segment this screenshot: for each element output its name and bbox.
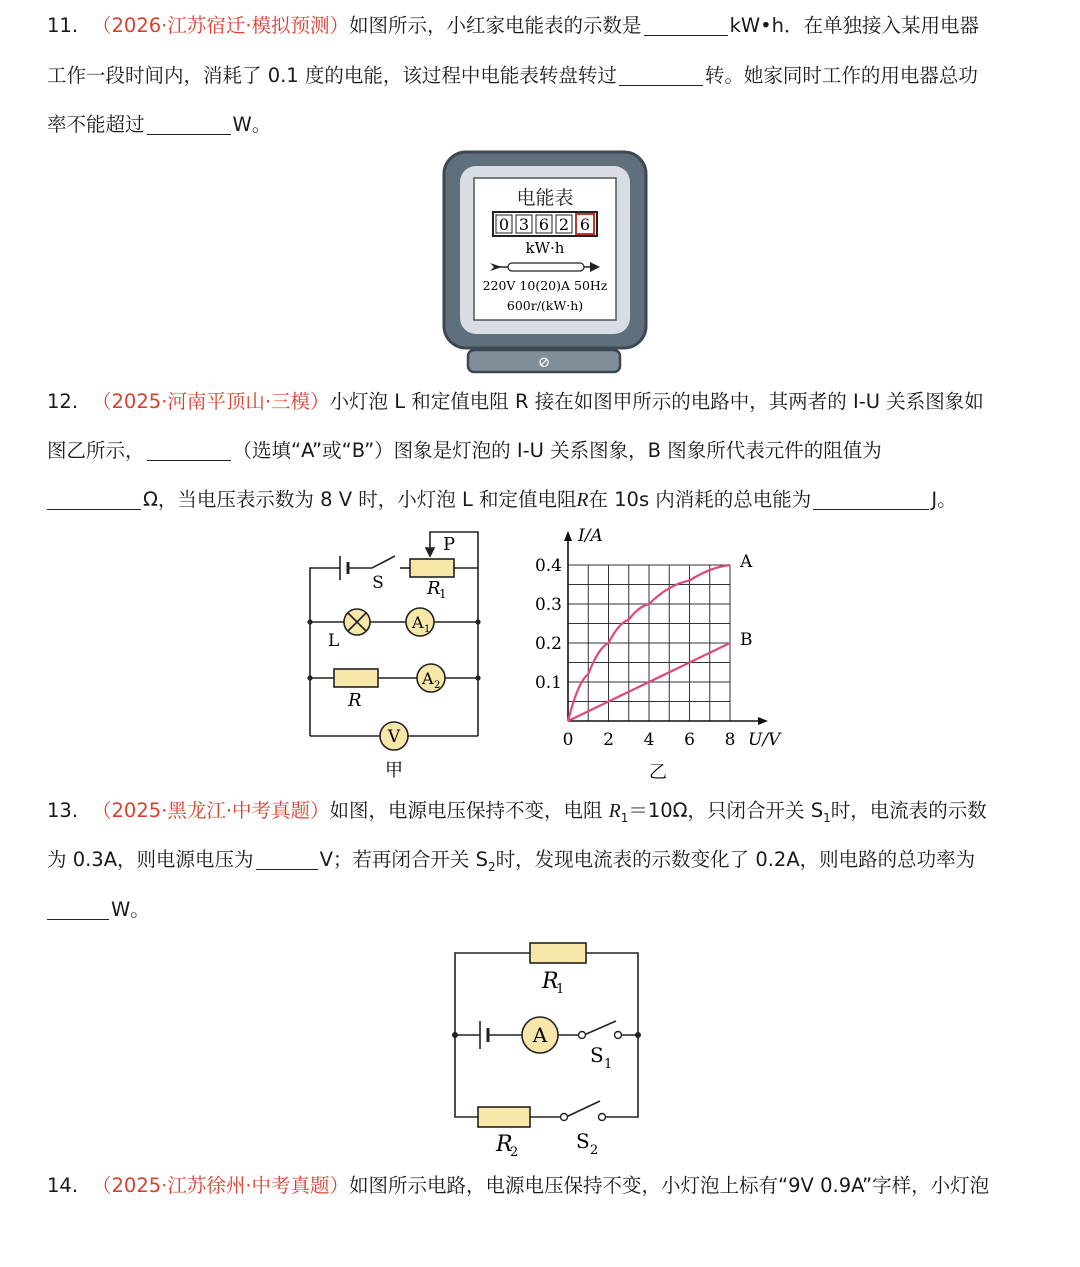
ammeter-a2-label: A: [422, 669, 434, 688]
y-tick-label: 0.2: [534, 634, 562, 654]
q12-text: 小灯泡 L 和定值电阻 R 接在如图甲所示的电路中，其两者的 I-U 关系图象如: [329, 390, 984, 413]
q11-text: kW•h．在单独接入某用电器: [729, 14, 979, 37]
q13-line-3: [47, 896, 150, 924]
q12-text: 在 10s 内消耗的总电能为: [588, 488, 812, 511]
y-tick-label: 0.4: [534, 556, 562, 576]
q11-line-3: [47, 111, 271, 139]
electric-meter-figure: [440, 150, 655, 378]
q12-text: （选填“A”或“B”）图象是灯泡的 I-U 关系图象，B 图象所代表元件的阻值为: [232, 439, 882, 462]
r1-sub: 1: [556, 982, 565, 997]
q12-text: Ω，当电压表示数为 8 V 时，小灯泡 L 和定值电阻: [143, 488, 577, 511]
q12-line-3: [47, 486, 957, 515]
lamp-l-label: L: [328, 631, 340, 651]
q13-line-2: [47, 846, 975, 881]
ammeter-a1-sub: 1: [424, 624, 431, 635]
y-axis-arrow-icon: [564, 531, 572, 541]
x-axis-label: U/V: [748, 730, 781, 750]
meter-digit-red: 6: [579, 215, 591, 234]
x-tick-label: 0: [562, 730, 574, 750]
q12-text: 图乙所示，: [47, 439, 145, 462]
q13-text: ＝10Ω，只闭合开关 S: [628, 799, 824, 822]
meter-digit: 6: [538, 215, 550, 234]
q14-source: （2025·江苏徐州·中考真题）: [92, 1174, 350, 1197]
q12-blank-1[interactable]: [147, 440, 231, 461]
ammeter-a1-label: A: [412, 613, 424, 632]
q11-text: 转。她家同时工作的用电器总功: [704, 64, 978, 87]
r1-label: R: [542, 969, 559, 994]
q13-s-sub: 2: [487, 859, 496, 874]
graph-axes: [564, 531, 768, 725]
q11-source: （2026·江苏宿迁·模拟预测）: [92, 14, 350, 37]
q13-s-sub: 1: [823, 810, 831, 825]
s2-label: S: [576, 1129, 590, 1153]
resistor-r-label: R: [348, 690, 362, 711]
ammeter-label: A: [532, 1023, 548, 1047]
series-label-A: A: [740, 552, 753, 572]
q12-blank-3[interactable]: [813, 489, 929, 510]
r2-label: R: [496, 1132, 513, 1157]
q12-text: J。: [931, 488, 957, 511]
x-tick-label: 4: [643, 730, 655, 750]
q11-text: 如图所示，小红家电能表的示数是: [349, 14, 642, 37]
q14-number: 14.: [47, 1174, 79, 1197]
circuit-q13-figure: [440, 935, 650, 1160]
q13-number: 13.: [47, 799, 79, 822]
figure-jia-caption: 甲: [385, 760, 403, 781]
series-label-B: B: [740, 630, 753, 650]
s1-label: S: [590, 1043, 604, 1067]
switch-s-label: S: [372, 573, 384, 593]
y-axis-label: I/A: [578, 526, 603, 546]
x-tick-label: 8: [724, 730, 736, 750]
q12-number: 12.: [47, 390, 79, 413]
voltmeter-v-label: V: [387, 727, 401, 747]
x-axis-arrow-icon: [758, 717, 768, 725]
q11-number: 11.: [47, 14, 79, 37]
graph-labels: [535, 526, 782, 750]
meter-knob-icon: ⊘: [537, 353, 551, 371]
meter-spec-2: 600r/(kW·h): [506, 298, 584, 313]
q12-line-1: [47, 388, 984, 416]
q13-blank-2[interactable]: [47, 899, 109, 920]
s2-sub: 2: [590, 1143, 599, 1158]
q12-blank-2[interactable]: [47, 489, 141, 510]
q11-text: 工作一段时间内，消耗了 0.1 度的电能，该过程中电能表转盘转过: [47, 64, 617, 87]
q14-text: 如图所示电路，电源电压保持不变，小灯泡上标有“9V 0.9A”字样，小灯泡: [349, 1174, 990, 1197]
q13-r-sub: 1: [620, 810, 629, 825]
graph-grid: [568, 565, 730, 721]
q11-blank-1[interactable]: [644, 15, 728, 36]
q11-line-1: [47, 12, 979, 40]
q13-text: 为 0.3A，则电源电压为: [47, 848, 254, 871]
q11-blank-3[interactable]: [147, 114, 231, 135]
q13-text: V；若再闭合开关 S: [319, 848, 488, 871]
q12-r-symbol: R: [576, 490, 589, 511]
q12-line-2: [47, 437, 882, 465]
q13-text: 时，电流表的示数: [830, 799, 987, 822]
q13-blank-1[interactable]: [256, 849, 318, 870]
x-tick-label: 6: [684, 730, 695, 750]
q11-text: W。: [232, 113, 272, 136]
rheostat-r1-sub: 1: [439, 587, 447, 601]
meter-title: 电能表: [516, 187, 574, 209]
meter-digit: 2: [558, 215, 570, 234]
y-tick-label: 0.1: [534, 673, 562, 693]
meter-spec-1: 220V 10(20)A 50Hz: [482, 278, 608, 293]
s1-sub: 1: [604, 1057, 613, 1072]
meter-digit: 0: [498, 215, 510, 234]
q12-source: （2025·河南平顶山·三模）: [92, 390, 330, 413]
q13-line-1: [47, 797, 987, 832]
rheostat-r1-label: R: [427, 578, 441, 599]
q11-text: 率不能超过: [47, 113, 145, 136]
meter-digits: [493, 212, 597, 236]
figure-yi-caption: 乙: [649, 762, 667, 783]
q13-r-symbol: R: [608, 801, 621, 822]
q13-source: （2025·黑龙江·中考真题）: [92, 799, 330, 822]
r2-sub: 2: [510, 1145, 519, 1160]
ammeter-a2-sub: 2: [434, 680, 441, 691]
meter-unit: kW·h: [525, 239, 565, 257]
q13-text: 如图，电源电压保持不变，电阻: [329, 799, 603, 822]
circuit-jia-figure: [300, 528, 500, 786]
y-tick-label: 0.3: [534, 595, 562, 615]
q11-blank-2[interactable]: [619, 65, 703, 86]
meter-digit: 3: [518, 215, 530, 234]
iu-graph-figure: [520, 525, 795, 787]
slider-p-label: P: [443, 534, 456, 555]
x-tick-label: 2: [603, 730, 614, 750]
q11-line-2: [47, 62, 978, 90]
q13-text: 时，发现电流表的示数变化了 0.2A，则电路的总功率为: [495, 848, 976, 871]
q13-text: W。: [111, 898, 150, 921]
q14-line-1: [47, 1172, 989, 1200]
